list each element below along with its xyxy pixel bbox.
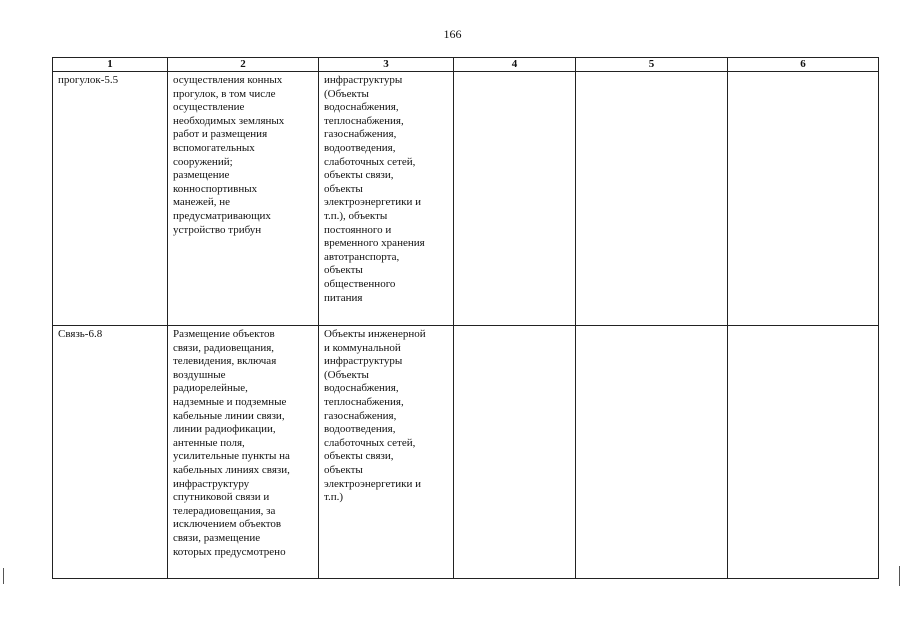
table-row [53,72,879,326]
use-description-cell: осуществления конных прогулок, в том числе осуществление необходимых земляных работ и размещения вспомогательных сооружений; размещение конноспортивных манежей, не предусматривающих устройство трибун [168,72,319,326]
column-5-cell [576,72,728,326]
auxiliary-use-cell: Объекты инженерной и коммунальной инфраструктуры (Объекты водоснабжения, теплоснабжения, газоснабжения, водоотведения, слаботочных сетей, объекты связи, объекты электроэнергетики и т.п.) [319,326,454,579]
column-header-4: 4 [454,58,576,72]
use-description-cell: Размещение объектов связи, радиовещания, телевидения, включая воздушные радиорелейные, надземные и подземные кабельные линии связи, линии радиофикации, антенные поля, усилительные пункты на кабельных линиях связи, инфраструктуру спутниковой связи и телерадиовещания, за исключением объектов связи, размещение которых предусмотрено [168,326,319,579]
table-header-row [53,58,879,72]
column-header-2: 2 [168,58,319,72]
column-header-5: 5 [576,58,728,72]
auxiliary-use-cell: инфраструктуры (Объекты водоснабжения, теплоснабжения, газоснабжения, водоотведения, слаботочных сетей, объекты связи, объекты электроэнергетики и т.п.), объекты постоянного и временного хранения автотранспорта, объекты общественного питания [319,72,454,326]
column-5-cell [576,326,728,579]
column-4-cell [454,72,576,326]
scan-edge-mark-right [899,566,900,586]
column-header-3: 3 [319,58,454,72]
column-6-cell [728,326,879,579]
use-type-code-cell: прогулок-5.5 [53,72,168,326]
scan-edge-mark-left [3,568,4,584]
use-type-code-cell: Связь-6.8 [53,326,168,579]
column-6-cell [728,72,879,326]
table-row [53,326,879,579]
column-header-6: 6 [728,58,879,72]
page-number: 166 [443,27,462,41]
permitted-use-table [52,57,879,579]
column-4-cell [454,326,576,579]
column-header-1: 1 [53,58,168,72]
